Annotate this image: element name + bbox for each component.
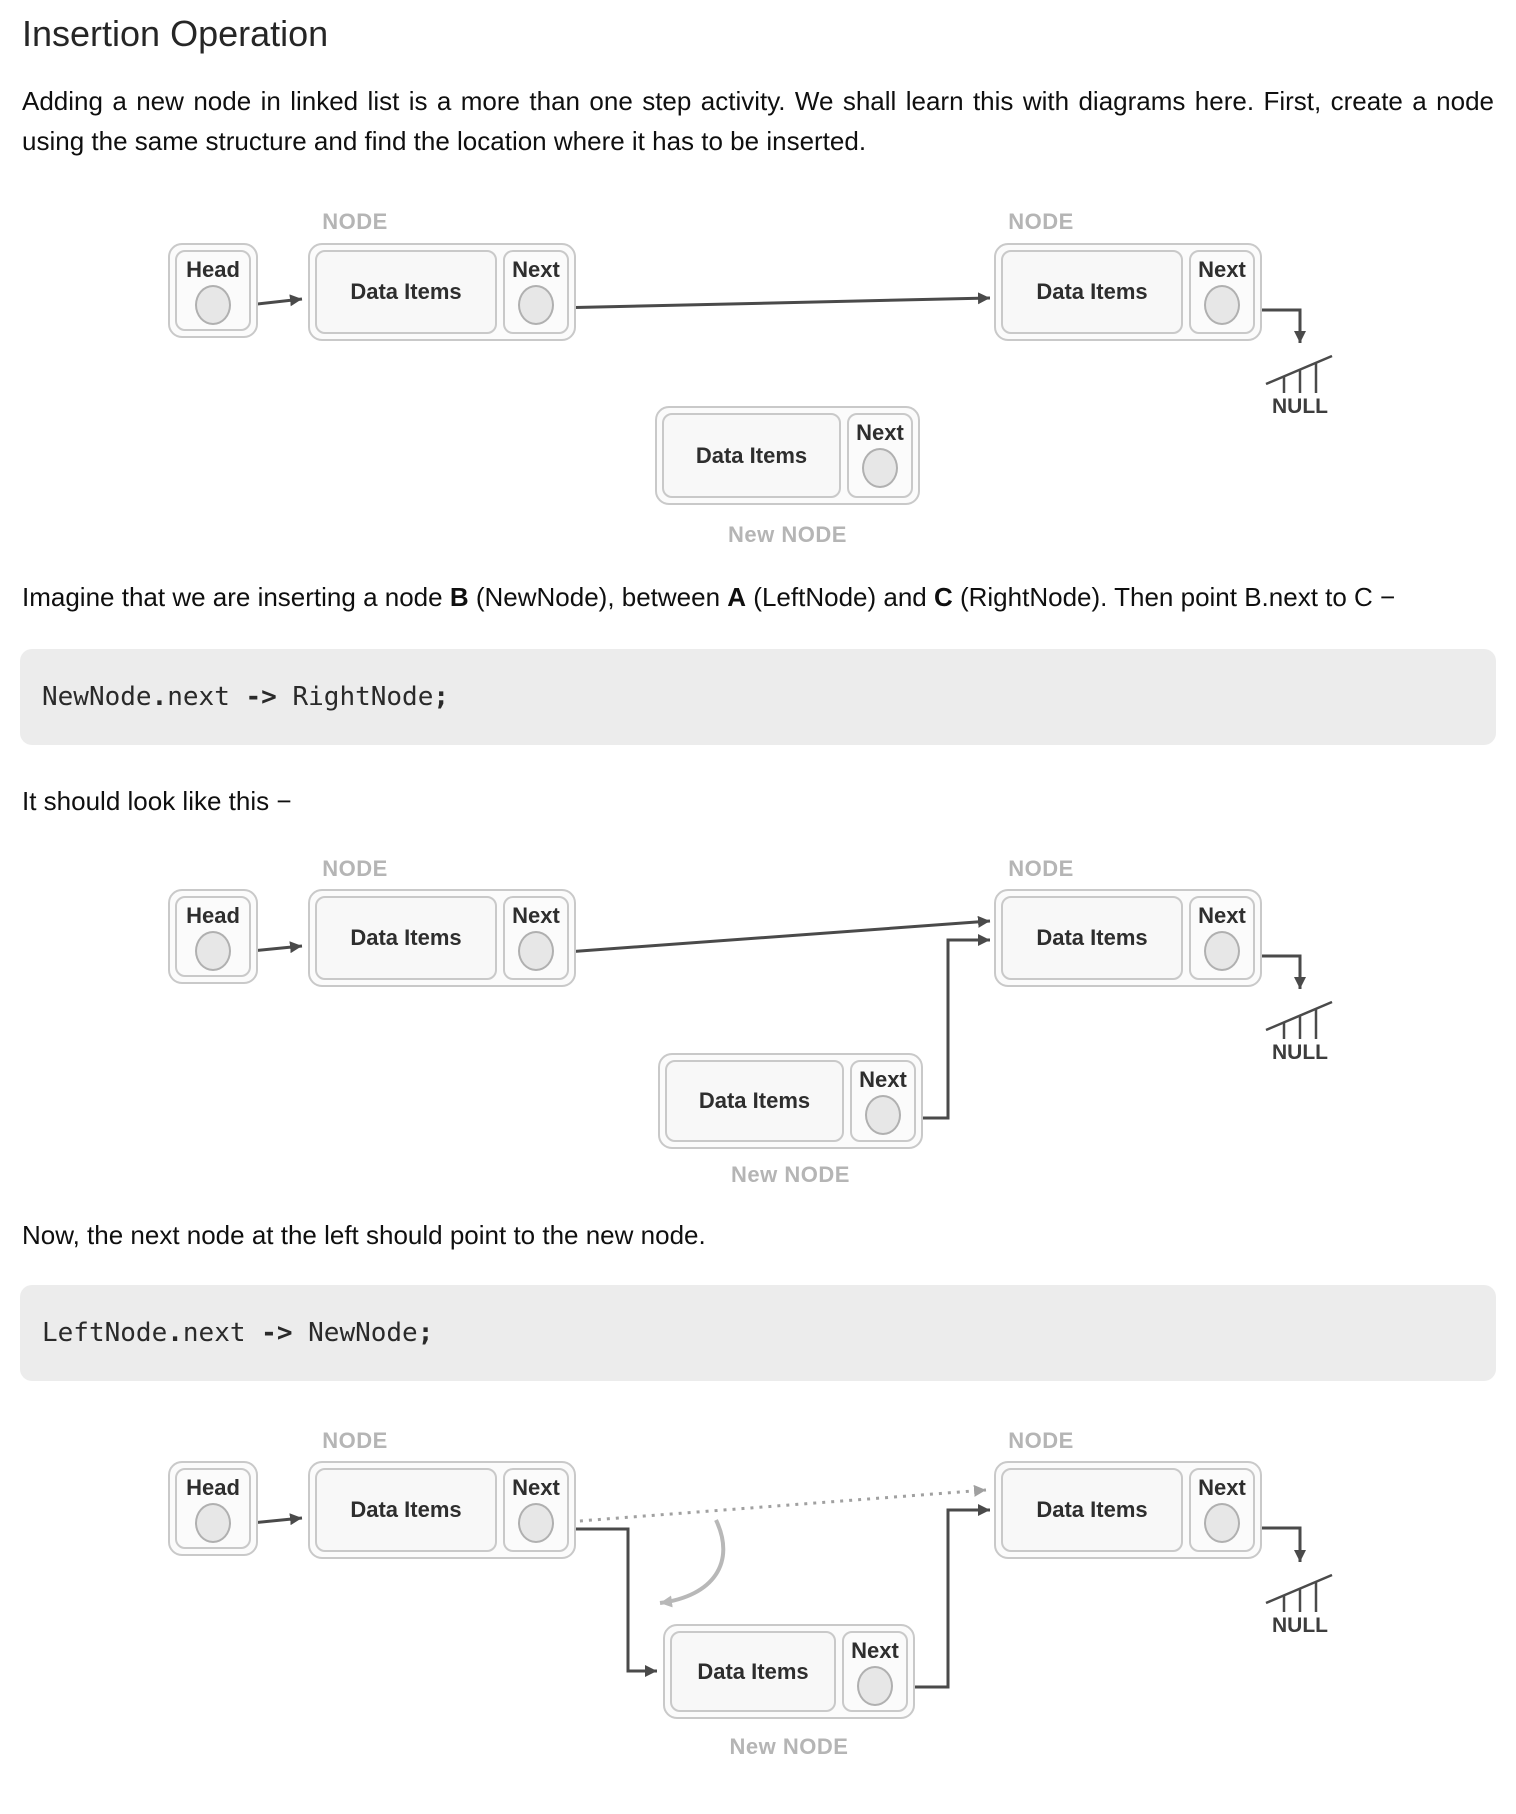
head-pointer-circle (195, 931, 231, 971)
head-pointer-circle (195, 285, 231, 325)
arrow-repoint-curve (660, 1520, 723, 1603)
text-segment-bold: -> (245, 682, 277, 712)
next-label: Next (512, 1475, 560, 1500)
text-segment-bold: C (933, 582, 953, 612)
node-label-2: NODE (1008, 856, 1074, 881)
arrow-node1-to-node2 (553, 921, 990, 953)
next-cell (1189, 250, 1255, 334)
linked-list-diagram-leftnode-repointed (0, 1416, 1516, 1763)
new-node (663, 1624, 915, 1719)
linked-list-diagram-newnode-linked (0, 841, 1516, 1193)
head-box (168, 889, 258, 984)
head-label: Head (186, 257, 240, 282)
text-segment-bold: . (151, 682, 168, 712)
code-block-newnode-next (20, 649, 1496, 745)
next-label: Next (851, 1638, 899, 1663)
text-segment: NewNode (42, 682, 152, 712)
node-2 (994, 243, 1262, 341)
text-segment: RightNode (276, 682, 434, 712)
next-label: Next (859, 1067, 907, 1092)
next-label: Next (1198, 257, 1246, 282)
intro-paragraph: Adding a new node in linked list is a more than one step activity. We shall learn this with diagrams here. First, create a node using the same structure and find the location where it has to be inserted. (22, 86, 1494, 156)
node-label-1: NODE (322, 209, 388, 234)
text-segment-bold: ; (433, 682, 450, 712)
next-pointer-circle (857, 1666, 893, 1706)
data-items-cell (315, 1468, 497, 1552)
now-paragraph: Now, the next node at the left should point to the new node. (22, 1220, 706, 1250)
null-label: NULL (1272, 1614, 1328, 1637)
next-label: Next (1198, 1475, 1246, 1500)
text-segment: next (182, 1318, 262, 1348)
null-label: NULL (1272, 395, 1328, 418)
data-items-label: Data Items (350, 1497, 462, 1522)
head-box (168, 1461, 258, 1556)
head-box-inner (175, 250, 251, 331)
next-pointer-circle (518, 285, 554, 325)
code-block-leftnode-next (20, 1285, 1496, 1381)
next-pointer-circle (518, 1503, 554, 1543)
new-node (655, 406, 920, 505)
text-segment-bold: -> (261, 1318, 293, 1348)
data-items-cell (670, 1631, 836, 1712)
node-label-1: NODE (322, 1428, 388, 1453)
data-items-cell (662, 413, 841, 498)
node-label-1: NODE (322, 856, 388, 881)
text-segment-bold: ; (417, 1318, 434, 1348)
next-cell (842, 1631, 908, 1712)
data-items-cell (1001, 1468, 1183, 1552)
text-segment: LeftNode (42, 1318, 168, 1348)
node-1 (308, 243, 576, 341)
node-1 (308, 1461, 576, 1559)
head-box (168, 243, 258, 338)
node-1 (308, 889, 576, 987)
data-items-cell (1001, 896, 1183, 980)
text-segment: (RightNode). Then point B.next to C − (952, 582, 1396, 612)
data-items-cell (665, 1060, 844, 1142)
new-node (658, 1053, 923, 1149)
data-items-cell (315, 250, 497, 334)
next-cell (503, 896, 569, 980)
data-items-label: Data Items (698, 1088, 811, 1113)
next-cell (850, 1060, 916, 1142)
node-label-2: NODE (1008, 209, 1074, 234)
node-2 (994, 889, 1262, 987)
code-line (42, 1318, 433, 1348)
next-pointer-circle (518, 931, 554, 971)
data-items-cell (1001, 250, 1183, 334)
look-paragraph: It should look like this − (22, 786, 292, 816)
data-items-label: Data Items (350, 279, 462, 304)
head-label: Head (186, 903, 240, 928)
page-title: Insertion Operation (22, 13, 329, 54)
text-segment: (NewNode), between (468, 582, 728, 612)
next-label: Next (512, 903, 560, 928)
next-pointer-circle (862, 448, 898, 488)
arrow-old-link-dotted (553, 1490, 986, 1523)
data-items-label: Data Items (695, 442, 808, 468)
node-2 (994, 1461, 1262, 1559)
head-label: Head (186, 1475, 240, 1500)
new-node-label: New NODE (731, 1162, 850, 1187)
head-pointer-circle (195, 1503, 231, 1543)
new-node-label: New NODE (728, 522, 847, 547)
next-cell (1189, 896, 1255, 980)
head-box-inner (175, 1468, 251, 1549)
text-segment-bold: A (727, 582, 747, 612)
data-items-label: Data Items (697, 1658, 809, 1684)
next-label: Next (856, 420, 904, 445)
data-items-cell (315, 896, 497, 980)
text-segment: next (167, 682, 246, 712)
data-items-label: Data Items (1036, 279, 1148, 304)
next-pointer-circle (1204, 285, 1240, 325)
code-line (42, 682, 449, 712)
text-segment: (LeftNode) and (746, 582, 934, 612)
next-pointer-circle (865, 1095, 901, 1135)
next-cell (1189, 1468, 1255, 1552)
data-items-label: Data Items (1036, 1497, 1148, 1522)
next-cell (503, 250, 569, 334)
next-label: Next (1198, 903, 1246, 928)
imagine-paragraph (0, 577, 1516, 617)
new-node-label: New NODE (729, 1734, 849, 1759)
text-segment: Imagine that we are inserting a node (22, 582, 450, 612)
next-pointer-circle (1204, 931, 1240, 971)
arrow-node1-to-node2 (553, 298, 990, 308)
linked-list-diagram-initial (0, 179, 1516, 561)
next-cell (503, 1468, 569, 1552)
text-segment-bold: B (449, 582, 469, 612)
next-pointer-circle (1204, 1503, 1240, 1543)
next-cell (847, 413, 913, 498)
node-label-2: NODE (1008, 1428, 1074, 1453)
next-label: Next (512, 257, 560, 282)
head-box-inner (175, 896, 251, 977)
text-segment-bold: . (167, 1318, 183, 1348)
data-items-label: Data Items (350, 925, 462, 950)
data-items-label: Data Items (1036, 925, 1148, 950)
text-segment: NewNode (292, 1318, 418, 1348)
null-label: NULL (1272, 1041, 1328, 1064)
